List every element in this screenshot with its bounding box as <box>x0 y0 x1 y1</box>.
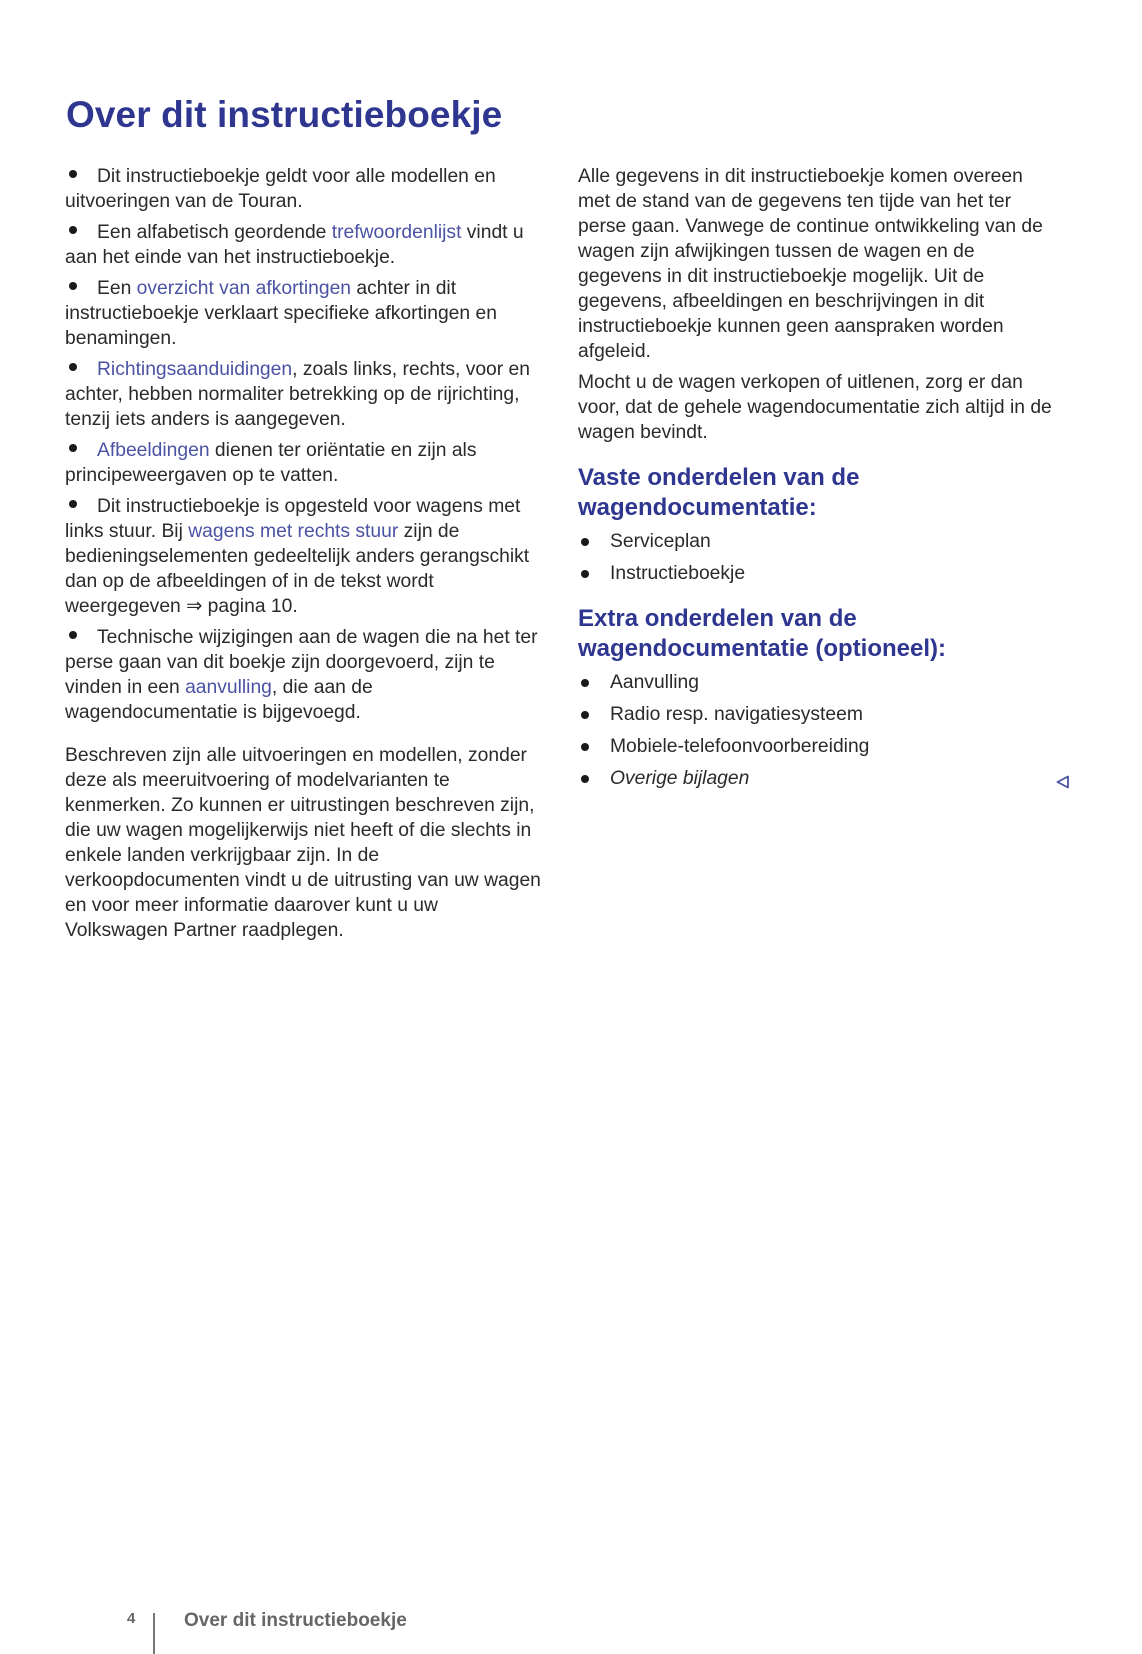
link-overzicht-afkortingen[interactable]: overzicht van afkortingen <box>136 278 352 299</box>
section-heading-extra: Extra onderdelen van de wagendocumentatie (optioneel): <box>578 605 947 662</box>
footer-section-title: Over dit instructieboekje <box>184 1610 407 1631</box>
bullet-paragraph: Een alfabetisch geordende trefwoordenlijst vindt u aan het einde van het instructieboekje. <box>65 222 524 268</box>
list-item: Radio resp. navigatiesysteem <box>578 702 1056 727</box>
page-number: 4 <box>127 1610 136 1627</box>
end-of-section-triangle-icon <box>1056 775 1070 789</box>
bullet-paragraph: Technische wijzigingen aan de wagen die na het ter perse gaan van dit boekje zijn doorgevoerd, zijn te vinden in een aanvulling, die aan de wagendocumentatie is bijgevoegd. <box>65 627 538 723</box>
page-title: Over dit instructieboekje <box>66 94 503 135</box>
bullet-paragraph: Een overzicht van afkortingen achter in dit instructieboekje verklaart specifieke afkortingen en benamingen. <box>65 278 497 349</box>
link-aanvulling[interactable]: aanvulling <box>185 677 272 698</box>
list-item: Overige bijlagen <box>578 766 1056 791</box>
link-trefwoordenlijst[interactable]: trefwoordenlijst <box>331 222 462 243</box>
body-paragraph: Alle gegevens in dit instructieboekje komen overeen met de stand van de gegevens ten tijde van het ter perse gaan. Vanwege de continue ontwikkeling van de wagen zijn afwijkingen tussen de wagen en de gegevens in dit instructieboekje mogelijk. Uit de gegevens, afbeeldingen en beschrijvingen in dit instructieboekje kunnen geen aanspraken worden afgeleid. <box>578 166 1043 362</box>
body-paragraph: Beschreven zijn alle uitvoeringen en modellen, zonder deze als meeruitvoering of modelvarianten te kenmerken. Zo kunnen er uitrustingen beschreven zijn, die uw wagen mogelijkerwijs niet heeft of die slechts in enkele landen verkrijgbaar zijn. In de verkoopdocumenten vindt u de uitrusting van uw wagen en voor meer informatie daarover kunt u uw Volkswagen Partner raadplegen. <box>65 745 541 941</box>
link-afbeeldingen[interactable]: Afbeeldingen <box>97 440 210 461</box>
right-column <box>578 164 1056 798</box>
link-rechts-stuur[interactable]: wagens met rechts stuur <box>188 521 399 542</box>
bullet-icon <box>578 774 610 784</box>
link-richtingsaanduidingen[interactable]: Richtingsaanduidingen <box>97 359 293 380</box>
bullet-icon <box>578 569 610 579</box>
body-paragraph: Mocht u de wagen verkopen of uitlenen, zorg er dan voor, dat de gehele wagendocumentatie zich altijd in de wagen bevindt. <box>578 372 1052 443</box>
bullet-paragraph: Dit instructieboekje geldt voor alle modellen en uitvoeringen van de Touran. <box>65 166 496 212</box>
left-column <box>65 164 543 949</box>
bullet-paragraph: Richtingsaanduidingen, zoals links, rechts, voor en achter, hebben normaliter betrekking op de rijrichting, tenzij iets anders is aangegeven. <box>65 359 531 430</box>
footer-divider <box>153 1613 155 1654</box>
list-item: Aanvulling <box>578 670 1056 695</box>
section-heading-fixed: Vaste onderdelen van de wagendocumentatie: <box>578 464 860 521</box>
bullet-icon <box>578 537 610 547</box>
list-item: Serviceplan <box>578 529 1056 554</box>
list-item: Mobiele-telefoonvoorbereiding <box>578 734 1056 759</box>
bullet-paragraph: Dit instructieboekje is opgesteld voor wagens met links stuur. Bij wagens met rechts stuur zijn de bedieningselementen gedeeltelijk anders gerangschikt dan op de afbeeldingen of in de tekst wordt weergegeven ⇒ pagina 10. <box>65 496 530 617</box>
bullet-icon <box>578 742 610 752</box>
list-item: Instructieboekje <box>578 561 1056 586</box>
bullet-icon <box>578 678 610 688</box>
bullet-paragraph: Afbeeldingen dienen ter oriëntatie en zijn als principeweergaven op te vatten. <box>65 440 477 486</box>
bullet-icon <box>578 710 610 720</box>
